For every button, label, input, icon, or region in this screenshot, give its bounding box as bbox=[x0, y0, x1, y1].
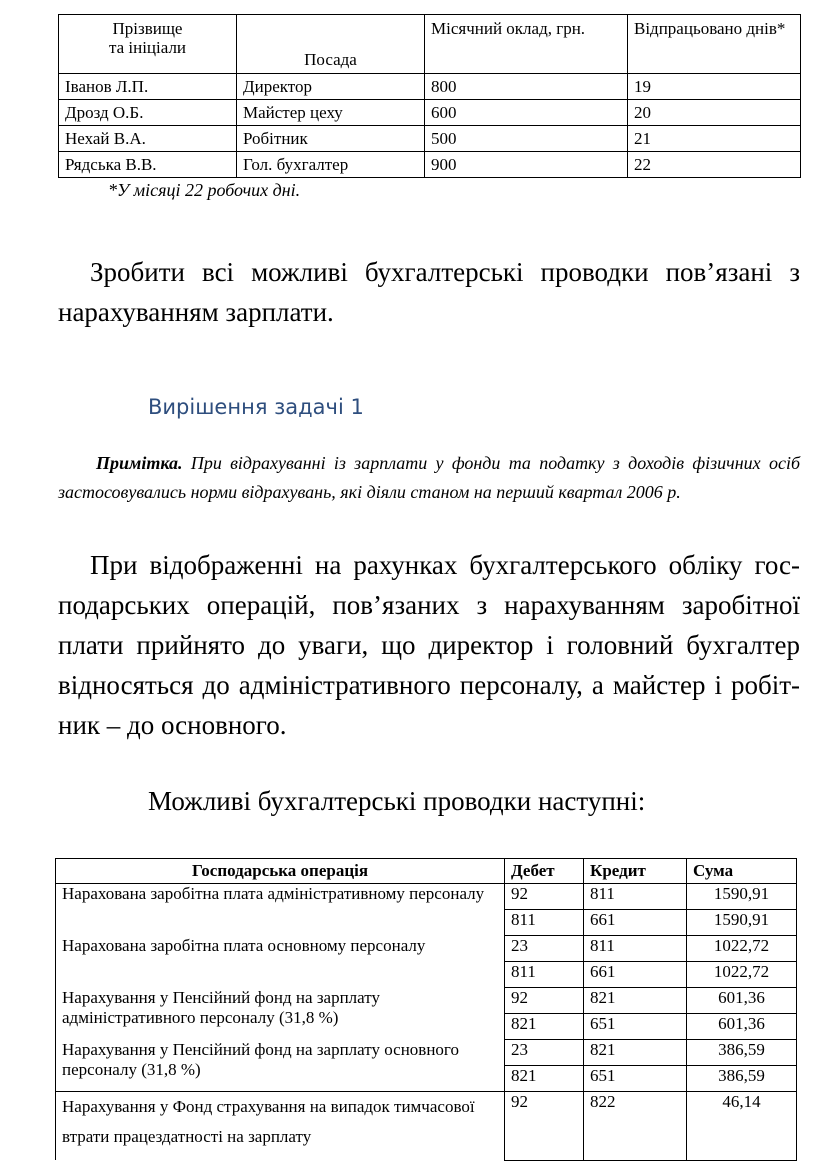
employee-salary: 900 bbox=[425, 152, 628, 178]
employee-position: Робітник bbox=[237, 126, 425, 152]
header-salary: Місячний оклад, грн. bbox=[425, 15, 628, 74]
header-position: Посада bbox=[237, 15, 425, 74]
debit-cell: 821 bbox=[505, 1066, 584, 1092]
table-row bbox=[59, 152, 801, 178]
table-row bbox=[56, 884, 797, 910]
table-row bbox=[59, 100, 801, 126]
employee-days: 22 bbox=[628, 152, 801, 178]
debit-cell: 821 bbox=[505, 1014, 584, 1040]
employee-name: Іванов Л.П. bbox=[59, 74, 237, 100]
employees-table bbox=[58, 14, 801, 178]
header-name: Прізвище та ініціали bbox=[59, 15, 237, 74]
amount-cell: 1590,91 bbox=[687, 884, 797, 910]
operation-description: Нарахування у Пенсійний фонд на зарплату адміністративного персоналу (31,8 %) bbox=[56, 988, 505, 1040]
credit-cell: 651 bbox=[584, 1014, 687, 1040]
amount-cell: 1590,91 bbox=[687, 910, 797, 936]
amount-cell: 601,36 bbox=[687, 988, 797, 1014]
amount-cell: 46,14 bbox=[687, 1092, 797, 1161]
task-text: Зробити всі можливі бухгалтерські проводки пов’язані з нарахуванням зарплати. bbox=[58, 257, 800, 327]
solution-heading: Вирішення задачі 1 bbox=[148, 395, 364, 419]
credit-cell: 821 bbox=[584, 988, 687, 1014]
operation-description: Нарахування у Фонд страхування на випадок тимчасової втрати працездатності на зарплату bbox=[56, 1092, 505, 1161]
header-operation: Господарська операція bbox=[56, 859, 505, 884]
table-footnote: *У місяці 22 робочих дні. bbox=[108, 180, 301, 200]
employee-name: Нехай В.А. bbox=[59, 126, 237, 152]
operation-description: Нарахована заробітна плата основному персоналу bbox=[56, 936, 505, 988]
employees-header-row bbox=[59, 15, 801, 74]
employee-days: 19 bbox=[628, 74, 801, 100]
amount-cell: 601,36 bbox=[687, 1014, 797, 1040]
credit-cell: 821 bbox=[584, 1040, 687, 1066]
debit-cell: 811 bbox=[505, 962, 584, 988]
debit-cell: 23 bbox=[505, 1040, 584, 1066]
table-row bbox=[56, 1040, 797, 1066]
debit-cell: 92 bbox=[505, 884, 584, 910]
credit-cell: 651 bbox=[584, 1066, 687, 1092]
employee-name: Дрозд О.Б. bbox=[59, 100, 237, 126]
operation-description: Нарахування у Пенсійний фонд на зарплату основного персоналу (31,8 %) bbox=[56, 1040, 505, 1092]
amount-cell: 1022,72 bbox=[687, 936, 797, 962]
operations-table bbox=[55, 858, 797, 1161]
credit-cell: 811 bbox=[584, 936, 687, 962]
table-row bbox=[59, 74, 801, 100]
explanation-paragraph: При відображенні на рахунках бухгалтерського обліку гос- подарських операцій, пов’язаних з нарахуванням заробітної плати прийнято до уваги, що директор і головний бухгалтер відносяться до адміністративного персоналу, а майстер і робіт- ник – до основного. bbox=[58, 550, 800, 740]
employee-salary: 600 bbox=[425, 100, 628, 126]
operations-header-row bbox=[56, 859, 797, 884]
note-text: При відрахуванні із зарплати у фонди та податку з доходів фізичних осіб застосовувались норми відрахувань, які діяли станом на перший квартал 2006 р. bbox=[58, 453, 801, 502]
operation-description: Нарахована заробітна плата адміністративному персоналу bbox=[56, 884, 505, 936]
header-credit: Кредит bbox=[584, 859, 687, 884]
table-row bbox=[56, 1092, 797, 1161]
employee-name: Рядська В.В. bbox=[59, 152, 237, 178]
credit-cell: 822 bbox=[584, 1092, 687, 1161]
header-amount: Сума bbox=[687, 859, 797, 884]
credit-cell: 811 bbox=[584, 884, 687, 910]
amount-cell: 1022,72 bbox=[687, 962, 797, 988]
employee-salary: 800 bbox=[425, 74, 628, 100]
employee-salary: 500 bbox=[425, 126, 628, 152]
credit-cell: 661 bbox=[584, 910, 687, 936]
debit-cell: 92 bbox=[505, 988, 584, 1014]
employee-position: Гол. бухгалтер bbox=[237, 152, 425, 178]
table-row bbox=[59, 126, 801, 152]
table-row bbox=[56, 988, 797, 1014]
employee-position: Директор bbox=[237, 74, 425, 100]
header-debit: Дебет bbox=[505, 859, 584, 884]
employee-days: 20 bbox=[628, 100, 801, 126]
debit-cell: 23 bbox=[505, 936, 584, 962]
note-paragraph bbox=[58, 449, 800, 507]
amount-cell: 386,59 bbox=[687, 1040, 797, 1066]
debit-cell: 811 bbox=[505, 910, 584, 936]
entries-lead: Можливі бухгалтерські проводки наступні: bbox=[148, 786, 646, 816]
table-row bbox=[56, 936, 797, 962]
employee-days: 21 bbox=[628, 126, 801, 152]
amount-cell: 386,59 bbox=[687, 1066, 797, 1092]
header-days: Відпрацьовано днів* bbox=[628, 15, 801, 74]
employee-position: Майстер цеху bbox=[237, 100, 425, 126]
credit-cell: 661 bbox=[584, 962, 687, 988]
note-label: Примітка. bbox=[96, 453, 183, 473]
debit-cell: 92 bbox=[505, 1092, 584, 1161]
